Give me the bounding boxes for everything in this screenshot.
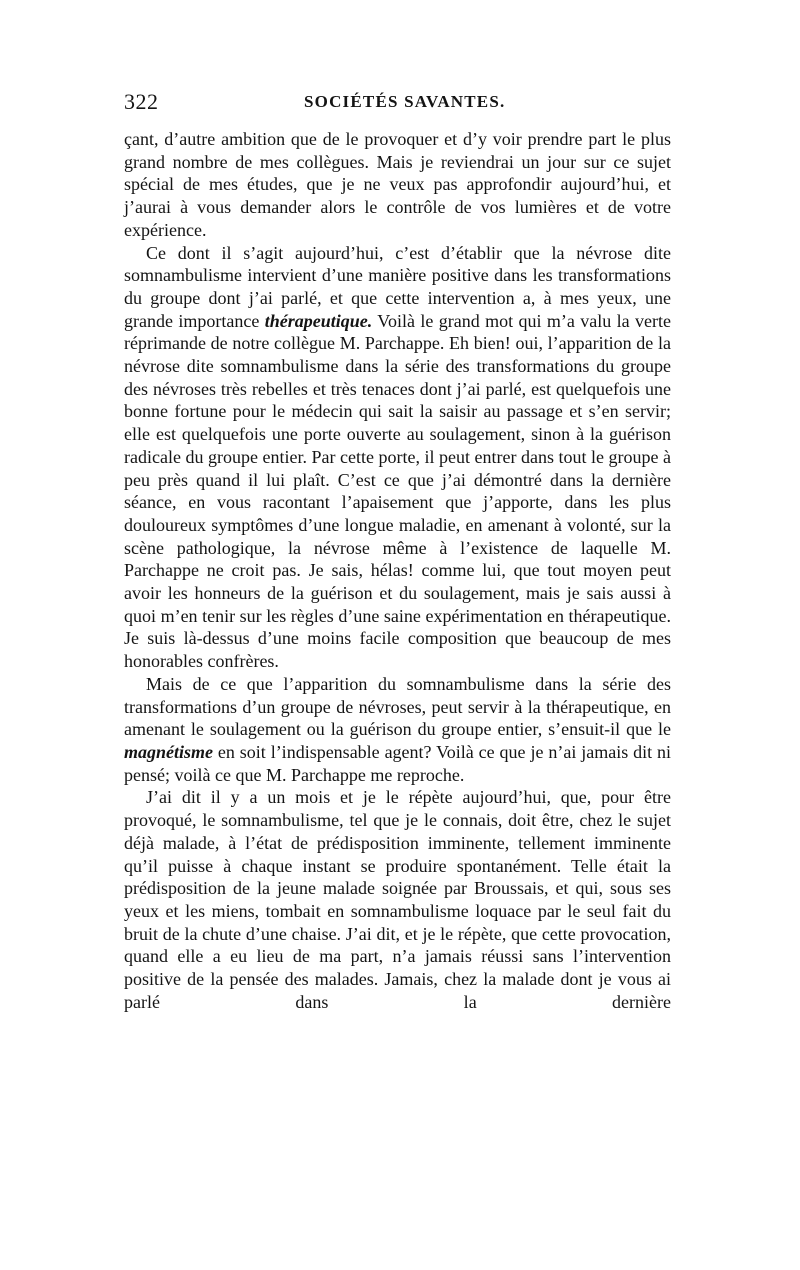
emphasis-therapeutique: thérapeutique.	[264, 310, 373, 331]
paragraph-text: en soit l’indispensable agent? Voilà ce que je n’ai jamais dit ni pensé; voilà ce que M. Parchappe me reproche.	[124, 741, 671, 785]
paragraph-text: Mais de ce que l’apparition du somnambulisme dans la série des transformations d’un groupe de névroses, peut servir à la thérapeutique, en amenant le soulagement ou la guérison du groupe entier, s’ensuit-il que le	[124, 673, 671, 740]
paragraph-text: Voilà le grand mot qui m’a valu la verte réprimande de notre collègue M. Parchappe. Eh bien! oui, l’apparition de la névrose dite somnambulisme dans la série des transformations du groupe des névroses très rebelles et très tenaces dont j’ai parlé, est quelquefois une bonne fortune pour le médecin qui sait la saisir au passage et s’en servir; elle est quelquefois une porte ouverte au soulagement, sinon à la guérison radicale du groupe entier. Par cette porte, il peut entrer dans tout le groupe à peu près quand il lui plaît. C’est ce que j’ai démontré dans la dernière séance, en vous racontant l’apaisement que j’apporte, dans les plus douloureux symptômes d’une longue maladie, en amenant à volonté, sur la scène pathologique, la névrose même à l’existence de laquelle M. Parchappe ne croit pas. Je sais, hélas! comme lui, que tout moyen peut avoir les honneurs de la guérison et du soulagement, mais je sais aussi à quoi m’en tenir sur les règles d’une saine expérimentation en thérapeutique. Je suis là-dessus d’une moins facile composition que beaucoup de mes honorables confrères.	[124, 310, 671, 672]
page-body	[124, 128, 671, 1013]
paragraph-text: Ce dont il s’agit aujourd’hui, c’est d’établir que la névrose dite somnambulisme intervient d’une manière positive dans les transformations du groupe dont j’ai parlé, et que cette intervention a, à mes yeux, une grande importance	[124, 242, 671, 331]
emphasis-magnetisme: magnétisme	[124, 741, 213, 762]
paragraph-magnetism	[124, 673, 671, 787]
page-header	[124, 89, 671, 119]
running-title: SOCIÉTÉS SAVANTES.	[304, 92, 506, 111]
paragraph-continuation: çant, d’autre ambition que de le provoquer et d’y voir prendre part le plus grand nombre de mes collègues. Mais je reviendrai un jour sur ce sujet spécial de mes études, que je ne veux pas approfondir aujourd’hui, et j’aurai à vous demander alors le contrôle de vos lumières et de votre expérience.	[124, 129, 671, 240]
paragraph-provocation: J’ai dit il y a un mois et je le répète aujourd’hui, que, pour être provoqué, le somnambulisme, tel que je le connais, doit être, chez le sujet déjà malade, à l’état de prédisposition imminente, tellement imminente qu’il puisse à chaque instant se produire spontanément. Telle était la prédisposition de la jeune malade soignée par Broussais, et qui, sous ses yeux et les miens, tombait en somnambulisme loquace par le seul fait du bruit de la chute d’une chaise. J’ai dit, et je le répète, que cette provocation, quand elle a eu lieu de ma part, n’a jamais réussi sans l’intervention positive de la pensée des malades. Jamais, chez la malade dont je vous ai parlé dans la dernière	[124, 787, 671, 1012]
page-number: 322	[124, 89, 159, 114]
paragraph-therapeutic-importance	[124, 242, 671, 673]
